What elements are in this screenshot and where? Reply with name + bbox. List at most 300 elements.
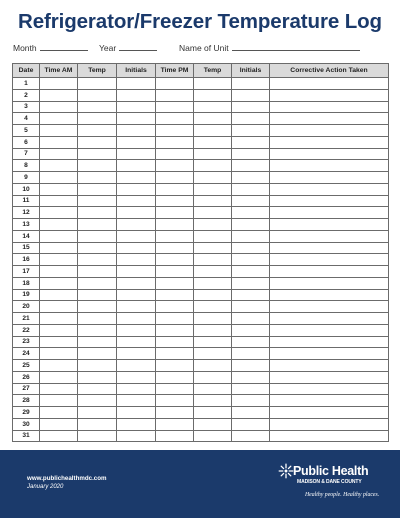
entry-cell[interactable] (194, 313, 232, 325)
entry-cell[interactable] (40, 289, 78, 301)
entry-cell[interactable] (78, 125, 117, 137)
entry-cell[interactable] (194, 230, 232, 242)
entry-cell[interactable] (194, 266, 232, 278)
entry-cell[interactable] (78, 277, 117, 289)
date-cell: 22 (13, 324, 40, 336)
org-tagline: Healthy people. Healthy places. (305, 492, 380, 498)
date-cell: 14 (13, 230, 40, 242)
entry-cell[interactable] (194, 148, 232, 160)
header-corrective-action: Corrective Action Taken (270, 64, 389, 78)
table-row (13, 324, 389, 336)
month-label: Month (13, 43, 37, 53)
entry-cell[interactable] (156, 242, 194, 254)
entry-cell[interactable] (232, 254, 270, 266)
entry-cell[interactable] (270, 219, 389, 231)
entry-cell[interactable] (270, 136, 389, 148)
entry-cell[interactable] (117, 418, 156, 430)
entry-cell[interactable] (78, 336, 117, 348)
entry-cell[interactable] (117, 242, 156, 254)
footer-bar (0, 450, 400, 518)
entry-cell[interactable] (270, 183, 389, 195)
entry-cell[interactable] (232, 230, 270, 242)
entry-cell[interactable] (156, 324, 194, 336)
footer-url[interactable]: www.publichealthmdc.com (27, 475, 107, 482)
entry-cell[interactable] (117, 336, 156, 348)
entry-cell[interactable] (78, 301, 117, 313)
year-field (99, 42, 157, 53)
entry-cell[interactable] (194, 336, 232, 348)
table-row (13, 266, 389, 278)
entry-cell[interactable] (78, 371, 117, 383)
entry-cell[interactable] (270, 313, 389, 325)
entry-cell[interactable] (232, 148, 270, 160)
entry-cell[interactable] (40, 313, 78, 325)
entry-cell[interactable] (156, 336, 194, 348)
entry-cell[interactable] (194, 89, 232, 101)
entry-cell[interactable] (194, 207, 232, 219)
entry-cell[interactable] (117, 183, 156, 195)
entry-cell[interactable] (78, 360, 117, 372)
entry-cell[interactable] (156, 313, 194, 325)
entry-cell[interactable] (270, 360, 389, 372)
entry-cell[interactable] (270, 371, 389, 383)
date-cell: 3 (13, 101, 40, 113)
entry-cell[interactable] (194, 418, 232, 430)
entry-cell[interactable] (232, 89, 270, 101)
date-cell: 18 (13, 277, 40, 289)
entry-cell[interactable] (40, 418, 78, 430)
entry-cell[interactable] (40, 301, 78, 313)
entry-cell[interactable] (270, 430, 389, 442)
entry-cell[interactable] (194, 136, 232, 148)
entry-cell[interactable] (270, 125, 389, 137)
entry-cell[interactable] (156, 148, 194, 160)
entry-cell[interactable] (78, 430, 117, 442)
entry-cell[interactable] (270, 289, 389, 301)
date-cell: 29 (13, 407, 40, 419)
entry-cell[interactable] (156, 219, 194, 231)
table-row (13, 371, 389, 383)
entry-cell[interactable] (40, 219, 78, 231)
entry-cell[interactable] (117, 348, 156, 360)
header-initials-am: Initials (117, 64, 156, 78)
entry-cell[interactable] (117, 230, 156, 242)
entry-cell[interactable] (270, 395, 389, 407)
entry-cell[interactable] (270, 301, 389, 313)
date-cell: 23 (13, 336, 40, 348)
entry-cell[interactable] (117, 113, 156, 125)
entry-cell[interactable] (270, 266, 389, 278)
entry-cell[interactable] (156, 371, 194, 383)
entry-cell[interactable] (270, 336, 389, 348)
date-cell: 24 (13, 348, 40, 360)
entry-cell[interactable] (270, 324, 389, 336)
date-cell: 13 (13, 219, 40, 231)
entry-cell[interactable] (156, 360, 194, 372)
entry-cell[interactable] (194, 254, 232, 266)
entry-cell[interactable] (156, 277, 194, 289)
entry-cell[interactable] (232, 289, 270, 301)
entry-cell[interactable] (156, 418, 194, 430)
entry-cell[interactable] (117, 324, 156, 336)
header-date: Date (13, 64, 40, 78)
temperature-log-table (12, 63, 389, 442)
entry-cell[interactable] (117, 160, 156, 172)
entry-cell[interactable] (194, 371, 232, 383)
entry-cell[interactable] (156, 125, 194, 137)
table-row (13, 360, 389, 372)
entry-cell[interactable] (40, 101, 78, 113)
entry-cell[interactable] (117, 78, 156, 90)
entry-cell[interactable] (40, 183, 78, 195)
entry-cell[interactable] (78, 148, 117, 160)
entry-cell[interactable] (117, 277, 156, 289)
entry-cell[interactable] (194, 113, 232, 125)
entry-cell[interactable] (78, 254, 117, 266)
entry-cell[interactable] (156, 160, 194, 172)
entry-cell[interactable] (194, 242, 232, 254)
entry-cell[interactable] (194, 78, 232, 90)
entry-cell[interactable] (156, 266, 194, 278)
entry-cell[interactable] (232, 418, 270, 430)
entry-cell[interactable] (117, 254, 156, 266)
entry-cell[interactable] (156, 383, 194, 395)
entry-cell[interactable] (78, 324, 117, 336)
entry-cell[interactable] (232, 125, 270, 137)
entry-cell[interactable] (78, 183, 117, 195)
entry-cell[interactable] (117, 89, 156, 101)
date-cell: 7 (13, 148, 40, 160)
entry-cell[interactable] (40, 277, 78, 289)
entry-cell[interactable] (40, 172, 78, 184)
entry-cell[interactable] (156, 348, 194, 360)
entry-cell[interactable] (78, 172, 117, 184)
table-row (13, 183, 389, 195)
entry-cell[interactable] (78, 348, 117, 360)
date-cell: 11 (13, 195, 40, 207)
entry-cell[interactable] (232, 172, 270, 184)
date-cell: 28 (13, 395, 40, 407)
entry-cell[interactable] (270, 148, 389, 160)
entry-cell[interactable] (270, 407, 389, 419)
entry-cell[interactable] (156, 207, 194, 219)
entry-cell[interactable] (194, 160, 232, 172)
entry-cell[interactable] (232, 371, 270, 383)
entry-cell[interactable] (270, 89, 389, 101)
date-cell: 30 (13, 418, 40, 430)
entry-cell[interactable] (40, 113, 78, 125)
entry-cell[interactable] (232, 395, 270, 407)
entry-cell[interactable] (270, 348, 389, 360)
table-row (13, 125, 389, 137)
entry-cell[interactable] (194, 219, 232, 231)
entry-cell[interactable] (117, 289, 156, 301)
entry-cell[interactable] (40, 89, 78, 101)
table-row (13, 254, 389, 266)
date-cell: 15 (13, 242, 40, 254)
entry-cell[interactable] (78, 195, 117, 207)
entry-cell[interactable] (232, 207, 270, 219)
date-cell: 31 (13, 430, 40, 442)
entry-cell[interactable] (78, 395, 117, 407)
table-row (13, 101, 389, 113)
entry-cell[interactable] (40, 430, 78, 442)
entry-cell[interactable] (40, 242, 78, 254)
date-cell: 19 (13, 289, 40, 301)
entry-cell[interactable] (40, 136, 78, 148)
entry-cell[interactable] (78, 136, 117, 148)
entry-cell[interactable] (156, 395, 194, 407)
entry-cell[interactable] (78, 160, 117, 172)
table-row (13, 418, 389, 430)
entry-cell[interactable] (194, 125, 232, 137)
entry-cell[interactable] (117, 125, 156, 137)
table-row (13, 207, 389, 219)
entry-cell[interactable] (270, 78, 389, 90)
entry-cell[interactable] (270, 195, 389, 207)
entry-cell[interactable] (117, 301, 156, 313)
date-cell: 12 (13, 207, 40, 219)
entry-cell[interactable] (156, 89, 194, 101)
table-row (13, 230, 389, 242)
header-initials-pm: Initials (232, 64, 270, 78)
entry-cell[interactable] (232, 242, 270, 254)
entry-cell[interactable] (78, 207, 117, 219)
entry-cell[interactable] (232, 430, 270, 442)
table-row (13, 242, 389, 254)
entry-cell[interactable] (194, 289, 232, 301)
entry-cell[interactable] (270, 242, 389, 254)
entry-cell[interactable] (156, 254, 194, 266)
table-row (13, 160, 389, 172)
entry-cell[interactable] (194, 348, 232, 360)
entry-cell[interactable] (117, 360, 156, 372)
entry-cell[interactable] (232, 301, 270, 313)
entry-cell[interactable] (78, 266, 117, 278)
entry-cell[interactable] (232, 277, 270, 289)
entry-cell[interactable] (156, 78, 194, 90)
entry-cell[interactable] (156, 172, 194, 184)
org-name: Public Health (293, 464, 369, 478)
entry-cell[interactable] (156, 113, 194, 125)
footer-date: January 2020 (27, 484, 64, 490)
header-time-am: Time AM (40, 64, 78, 78)
entry-cell[interactable] (270, 277, 389, 289)
unit-input-line[interactable] (232, 42, 360, 51)
entry-cell[interactable] (156, 136, 194, 148)
entry-cell[interactable] (270, 207, 389, 219)
entry-cell[interactable] (78, 418, 117, 430)
entry-cell[interactable] (194, 383, 232, 395)
entry-cell[interactable] (40, 336, 78, 348)
table-row (13, 407, 389, 419)
entry-cell[interactable] (270, 101, 389, 113)
entry-cell[interactable] (156, 407, 194, 419)
entry-cell[interactable] (194, 172, 232, 184)
table-row (13, 277, 389, 289)
table-body (13, 78, 389, 442)
entry-cell[interactable] (194, 183, 232, 195)
entry-cell[interactable] (156, 230, 194, 242)
date-cell: 20 (13, 301, 40, 313)
entry-cell[interactable] (232, 266, 270, 278)
entry-cell[interactable] (117, 383, 156, 395)
entry-cell[interactable] (194, 301, 232, 313)
entry-cell[interactable] (40, 254, 78, 266)
entry-cell[interactable] (40, 125, 78, 137)
table-row (13, 148, 389, 160)
month-input-line[interactable] (40, 42, 88, 51)
entry-cell[interactable] (40, 407, 78, 419)
entry-cell[interactable] (117, 407, 156, 419)
entry-cell[interactable] (78, 89, 117, 101)
date-cell: 2 (13, 89, 40, 101)
entry-cell[interactable] (40, 78, 78, 90)
entry-cell[interactable] (194, 195, 232, 207)
date-cell: 6 (13, 136, 40, 148)
entry-cell[interactable] (40, 207, 78, 219)
entry-cell[interactable] (117, 395, 156, 407)
entry-cell[interactable] (78, 383, 117, 395)
entry-cell[interactable] (40, 383, 78, 395)
table-row (13, 172, 389, 184)
entry-cell[interactable] (232, 383, 270, 395)
entry-cell[interactable] (117, 172, 156, 184)
entry-cell[interactable] (270, 113, 389, 125)
entry-cell[interactable] (40, 324, 78, 336)
entry-cell[interactable] (40, 371, 78, 383)
year-label: Year (99, 43, 117, 53)
entry-cell[interactable] (232, 407, 270, 419)
entry-cell[interactable] (78, 230, 117, 242)
entry-cell[interactable] (40, 195, 78, 207)
starburst-icon (278, 463, 294, 479)
date-cell: 1 (13, 78, 40, 90)
entry-cell[interactable] (40, 348, 78, 360)
entry-cell[interactable] (194, 360, 232, 372)
entry-cell[interactable] (117, 148, 156, 160)
date-cell: 16 (13, 254, 40, 266)
entry-cell[interactable] (117, 266, 156, 278)
date-cell: 27 (13, 383, 40, 395)
entry-cell[interactable] (232, 160, 270, 172)
entry-cell[interactable] (232, 195, 270, 207)
entry-cell[interactable] (232, 101, 270, 113)
entry-cell[interactable] (117, 207, 156, 219)
date-cell: 8 (13, 160, 40, 172)
entry-cell[interactable] (40, 395, 78, 407)
entry-cell[interactable] (156, 430, 194, 442)
entry-cell[interactable] (117, 430, 156, 442)
entry-cell[interactable] (270, 230, 389, 242)
unit-label: Name of Unit (179, 43, 229, 53)
entry-cell[interactable] (270, 160, 389, 172)
entry-cell[interactable] (194, 277, 232, 289)
entry-cell[interactable] (232, 336, 270, 348)
entry-cell[interactable] (40, 266, 78, 278)
entry-cell[interactable] (78, 101, 117, 113)
entry-cell[interactable] (194, 324, 232, 336)
table-row (13, 336, 389, 348)
table-row (13, 289, 389, 301)
entry-cell[interactable] (40, 160, 78, 172)
entry-cell[interactable] (78, 219, 117, 231)
entry-cell[interactable] (232, 136, 270, 148)
entry-cell[interactable] (194, 407, 232, 419)
entry-cell[interactable] (194, 395, 232, 407)
entry-cell[interactable] (156, 289, 194, 301)
entry-cell[interactable] (270, 254, 389, 266)
entry-cell[interactable] (117, 101, 156, 113)
entry-cell[interactable] (156, 183, 194, 195)
table-row (13, 348, 389, 360)
header-temp-am: Temp (78, 64, 117, 78)
entry-cell[interactable] (117, 195, 156, 207)
table-row (13, 383, 389, 395)
entry-cell[interactable] (232, 313, 270, 325)
entry-cell[interactable] (78, 113, 117, 125)
entry-cell[interactable] (270, 383, 389, 395)
entry-cell[interactable] (78, 313, 117, 325)
entry-cell[interactable] (270, 172, 389, 184)
entry-cell[interactable] (232, 183, 270, 195)
entry-cell[interactable] (78, 242, 117, 254)
date-cell: 21 (13, 313, 40, 325)
table-row (13, 136, 389, 148)
table-header-row (13, 64, 389, 78)
date-cell: 10 (13, 183, 40, 195)
entry-cell[interactable] (117, 371, 156, 383)
entry-cell[interactable] (117, 219, 156, 231)
entry-cell[interactable] (232, 78, 270, 90)
entry-cell[interactable] (117, 313, 156, 325)
entry-cell[interactable] (40, 230, 78, 242)
entry-cell[interactable] (156, 301, 194, 313)
date-cell: 17 (13, 266, 40, 278)
org-subtitle: MADISON & DANE COUNTY (297, 479, 362, 485)
table-row (13, 89, 389, 101)
year-input-line[interactable] (119, 42, 157, 51)
header-temp-pm: Temp (194, 64, 232, 78)
entry-cell[interactable] (232, 348, 270, 360)
date-cell: 4 (13, 113, 40, 125)
table-row (13, 430, 389, 442)
entry-cell[interactable] (117, 136, 156, 148)
entry-cell[interactable] (156, 101, 194, 113)
entry-cell[interactable] (78, 289, 117, 301)
entry-cell[interactable] (232, 219, 270, 231)
entry-cell[interactable] (40, 360, 78, 372)
entry-cell[interactable] (156, 195, 194, 207)
entry-cell[interactable] (194, 101, 232, 113)
entry-cell[interactable] (194, 430, 232, 442)
entry-cell[interactable] (232, 324, 270, 336)
table-row (13, 313, 389, 325)
entry-cell[interactable] (78, 78, 117, 90)
entry-cell[interactable] (78, 407, 117, 419)
entry-cell[interactable] (270, 418, 389, 430)
table-row (13, 219, 389, 231)
table-row (13, 113, 389, 125)
page-title: Refrigerator/Freezer Temperature Log (18, 10, 382, 33)
date-cell: 25 (13, 360, 40, 372)
table-row (13, 78, 389, 90)
header-time-pm: Time PM (156, 64, 194, 78)
unit-field (179, 42, 360, 53)
entry-cell[interactable] (232, 360, 270, 372)
entry-cell[interactable] (40, 148, 78, 160)
entry-cell[interactable] (232, 113, 270, 125)
